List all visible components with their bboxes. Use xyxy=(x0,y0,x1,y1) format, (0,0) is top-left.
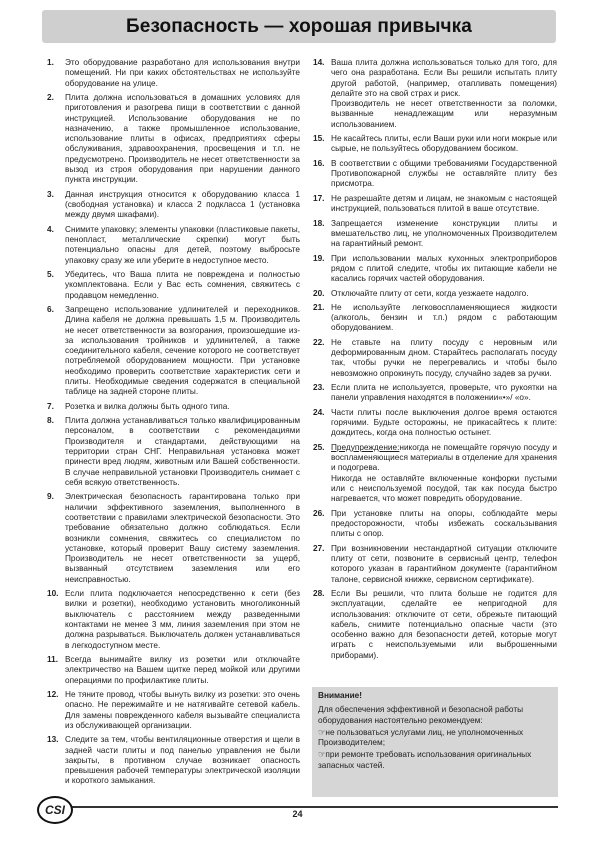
item-number: 15. xyxy=(313,134,325,144)
item-number: 3. xyxy=(47,189,54,199)
item-text: Плита должна устанавливаться только квалифицированным персоналом, в соответствии с рекомендациями Производителя и стандартами, действующими на территории стран СНГ. Неправильная установка может принести вред людям, животным или Вашей собственности. В случае неправильной установки Производитель снимает с себя всякую ответственность. xyxy=(65,416,300,487)
list-item xyxy=(47,93,300,186)
item-text-block xyxy=(65,305,300,398)
item-number: 7. xyxy=(47,401,54,411)
item-number: 25. xyxy=(313,442,325,452)
page-header xyxy=(42,10,556,43)
page-title: Безопасность — хорошая привычка xyxy=(126,15,472,37)
item-number: 8. xyxy=(47,416,54,426)
item-text: Следите за тем, чтобы вентиляционные отверстия и щели в задней части плиты и под панелью управления не были закрыты, в противном случае возникает опасность превышения рабочей температуры электрической изоляции и короткого замыкания. xyxy=(65,735,300,786)
item-number: 10. xyxy=(47,589,59,599)
item-note: Производитель не несет ответственности за поломки, вызванные ненадлежащим или неразумным использованием. xyxy=(331,99,557,129)
item-number: 23. xyxy=(313,383,325,393)
item-text: Не ставьте на плиту посуду с неровным или деформированным дном. Старайтесь располагать посуду так, чтобы ручки не перегревались и чтобы было невозможно опрокинуть посуду, случайно задев за ручки. xyxy=(331,337,557,378)
list-item xyxy=(313,194,557,215)
item-number: 11. xyxy=(47,654,59,664)
item-text-block xyxy=(65,735,300,786)
list-item xyxy=(313,134,557,155)
item-number: 12. xyxy=(47,689,59,699)
item-text-block xyxy=(65,589,300,651)
list-item xyxy=(47,655,300,686)
item-text-block xyxy=(331,408,557,439)
item-text: Не используйте легковоспламеняющиеся жидкости (алкоголь, бензин и т.п.) рядом с работающим оборудованием. xyxy=(331,302,557,333)
item-text-block xyxy=(331,219,557,250)
item-number: 5. xyxy=(47,270,54,280)
item-text-block xyxy=(331,443,557,505)
item-number: 24. xyxy=(313,407,325,417)
item-text: При использовании малых кухонных электроприборов рядом с плитой следите, чтобы их питающие кабели не касались горячих частей оборудования. xyxy=(331,253,557,284)
warning-bullet: ☞не пользоваться услугами лиц, не уполномоченных Производителем; xyxy=(318,727,524,748)
list-item xyxy=(47,402,300,412)
list-item xyxy=(313,159,557,190)
item-note: Никогда не оставляйте включенные конфорки пустыми или с неиспользуемой посудой, так как посуда быстро нагревается, что может повредить оборудование. xyxy=(331,473,557,504)
list-item xyxy=(313,289,557,299)
item-number: 17. xyxy=(313,193,325,203)
list-item xyxy=(47,589,300,651)
item-text-block xyxy=(65,93,300,186)
list-item xyxy=(313,58,557,130)
list-item xyxy=(313,219,557,250)
item-number: 22. xyxy=(313,337,325,347)
list-item xyxy=(313,408,557,439)
item-text: Если Вы решили, что плита больше не годится для эксплуатации, сделайте ее непригодной для использования: отключите от сети, обрежьте питающий кабель, снимите потенциально опасные части (это особенно важно для безопасности детей, которые могут играть с неиспользуемыми или выброшенными приборами). xyxy=(331,588,557,660)
item-number: 2. xyxy=(47,92,54,102)
item-text-block xyxy=(331,194,557,215)
item-number: 28. xyxy=(313,588,325,598)
list-item xyxy=(47,190,300,221)
item-text-block xyxy=(331,159,557,190)
list-item xyxy=(47,270,300,301)
item-text-block xyxy=(65,492,300,585)
list-item xyxy=(313,254,557,285)
item-text: Снимите упаковку; элементы упаковки (пластиковые пакеты, пенопласт, металлические скрепки) могут быть потенциально опасны для детей, поэтому выбросьте упаковку сразу же или уберите в недоступное место. xyxy=(65,224,300,265)
item-text-block xyxy=(65,190,300,221)
item-text-block xyxy=(331,303,557,334)
item-text-block xyxy=(331,58,557,130)
item-text-block xyxy=(331,544,557,585)
list-item xyxy=(47,735,300,786)
warning-title: Внимание! xyxy=(318,691,362,700)
item-text: Электрическая безопасность гарантирована только при наличии эффективного заземления, выполненного в соответствии с правилами электрической безопасности. Это требование обязательно должно соблюдаться. Если возникли сомнения, свяжитесь со специалистом по установке, который проверит Вашу систему заземления. Производитель не несет ответственности за ущерб, вызванный отсутствием заземления или его неисправностью. xyxy=(65,492,300,584)
item-text: Части плиты после выключения долгое время остаются горячими. Будьте осторожны, не прикасайтесь к плите: дождитесь, когда она полностью остынет. xyxy=(331,407,557,438)
warning-intro: Для обеспечения эффективной и безопасной работы оборудования настоятельно рекомендуем: xyxy=(318,705,524,725)
item-text: Если плита подключается непосредственно к сети (без вилки и розетки), необходимо установить многоликонный выключатель с расстоянием между разведенными контактами не менее 3 мм, линия заземления при этом не должна разрываться. Выключатель должен устанавливаться в легкодоступном месте. xyxy=(65,589,300,650)
list-item xyxy=(47,305,300,398)
item-text-block xyxy=(65,690,300,731)
item-text: Если плита не используется, проверьте, что рукоятки на панели управления находятся в положении«•»/ «о». xyxy=(331,383,557,403)
item-number: 18. xyxy=(313,218,325,228)
item-text-block xyxy=(331,338,557,379)
item-text-block xyxy=(331,589,557,661)
item-text: Не касайтесь плиты, если Ваши руки или ноги мокрые или сырые, не пользуйтесь оборудованием босиком. xyxy=(331,134,557,154)
item-number: 26. xyxy=(313,508,325,518)
list-item xyxy=(313,589,557,661)
item-number: 19. xyxy=(313,253,325,263)
list-item xyxy=(313,544,557,585)
item-text: Запрещается изменение конструкции плиты и вмешательство лиц, не уполномоченных Производителем на гарантийный ремонт. xyxy=(331,218,557,249)
item-number: 1. xyxy=(47,58,54,67)
item-text: При установке плиты на опоры, соблюдайте меры предосторожности, чтобы избежать соскальзывания плиты с опор. xyxy=(331,508,557,539)
item-text-block xyxy=(65,655,300,686)
item-text: Плита должна использоваться в домашних условиях для приготовления и разогрева пищи в соответствии с данной инструкцией. Использование оборудования не по назначению, а также промышленное использование, использование плиты в офисах, предприятиях сферы обслуживания, здравоохранения, просвещения и т.п. не предусмотрено. Производитель не несет ответственности за вызод из строя оборудования при нарушении данного пункта инструкции. xyxy=(65,92,300,185)
list-item xyxy=(47,225,300,266)
item-text: Всегда вынимайте вилку из розетки или отключайте электричество на Вашем щитке перед мойкой или другими операциями по профилактике плиты. xyxy=(65,654,300,685)
right-column xyxy=(313,58,557,665)
item-text: Отключайте плиту от сети, когда уезжаете надолго. xyxy=(331,288,529,298)
item-number: 16. xyxy=(313,158,325,168)
page-number: 24 xyxy=(292,809,303,819)
item-number: 14. xyxy=(313,58,325,67)
item-text: Убедитесь, что Ваша плита не повреждена и полностью укомплектована. Если у Вас есть сомнения, свяжитесь с продавцом немедленно. xyxy=(65,270,300,300)
list-item xyxy=(313,443,557,505)
item-lead: Предупреждение: xyxy=(331,442,400,452)
list-item xyxy=(47,58,300,89)
item-number: 6. xyxy=(47,305,54,314)
item-text: Не разрешайте детям и лицам, не знакомым с настоящей инструкцией, пользоваться плитой в ваше отсутствие. xyxy=(331,193,557,214)
item-text: В соответствии с общими требованиями Государственной Противопожарной службы не оставляйте плиту без присмотра. xyxy=(331,158,557,189)
csi-logo: CSI xyxy=(37,796,73,824)
list-item xyxy=(313,338,557,379)
item-text-block xyxy=(65,402,300,412)
item-number: 4. xyxy=(47,224,54,234)
item-text-block xyxy=(65,270,300,301)
list-item xyxy=(47,492,300,585)
item-text-block xyxy=(331,383,557,404)
item-text-block xyxy=(65,416,300,488)
item-text: Ваша плита должна использоваться только для того, для чего она разработана. Если Вы решили испытать плиту другой работой, (например, отапливать помещения) делайте это на свой страх и риск. xyxy=(331,58,557,98)
item-number: 27. xyxy=(313,543,325,553)
item-text: Это оборудование разработано для использования внутри помещений. Ни при каких обстоятельствах не используйте оборудование на улице. xyxy=(65,58,300,88)
list-item xyxy=(313,509,557,540)
item-text: Не тяните провод, чтобы вынуть вилку из розетки: это очень опасно. Не пережимайте и не натягивайте сетевой кабель. Для замены поврежденного кабеля вызывайте специалиста из обслуживающей организации. xyxy=(65,689,300,730)
item-text-block xyxy=(65,225,300,266)
warning-box xyxy=(312,687,558,797)
item-text: Розетка и вилка должны быть одного типа. xyxy=(65,401,230,411)
item-text: При возникновении нестандартной ситуации отключите плиту от сети, позвоните в сервисный центр, телефон которого указан в гарантийном документе (гарантийном талоне, сервисной книжке, сервисном сертификате). xyxy=(331,543,557,584)
item-text-block xyxy=(331,134,557,155)
item-text-block xyxy=(331,289,557,299)
left-column xyxy=(47,58,300,791)
item-text-block xyxy=(331,509,557,540)
list-item xyxy=(313,383,557,404)
item-number: 21. xyxy=(313,302,325,312)
list-item xyxy=(47,690,300,731)
footer-rule xyxy=(62,806,558,808)
item-text: никогда не помещайте горячую посуду и воспламеняющиеся материалы в отделение для хранения и подогрева. xyxy=(331,442,558,473)
warning-bullet: ☞при ремонте требовать использования оригинальных запасных частей. xyxy=(318,750,532,770)
list-item xyxy=(313,303,557,334)
item-text: Данная инструкция относится к оборудованию класса 1 (свободная установка) и класса 2 подкласса 1 (установка между двумя шкафами). xyxy=(65,189,300,220)
list-item xyxy=(47,416,300,488)
item-text-block xyxy=(331,254,557,285)
item-text-block xyxy=(65,58,300,89)
item-text: Запрещено использование удлинителей и переходников. Длина кабеля не должна превышать 1,5 м. Производитель не несет ответственности за возгорания, произошедшие из-за использования тройников и удлинителей, а также соединительного кабеля, сечение которого не соответствует потребляемой оборудованием мощности. При установке необходимо проверить соответствие характеристик сети и плиты. Необходимые сведения содержатся в специальной таблице на задней стороне плиты. xyxy=(65,305,300,397)
item-number: 20. xyxy=(313,288,325,298)
item-number: 13. xyxy=(47,735,59,745)
item-number: 9. xyxy=(47,492,54,502)
